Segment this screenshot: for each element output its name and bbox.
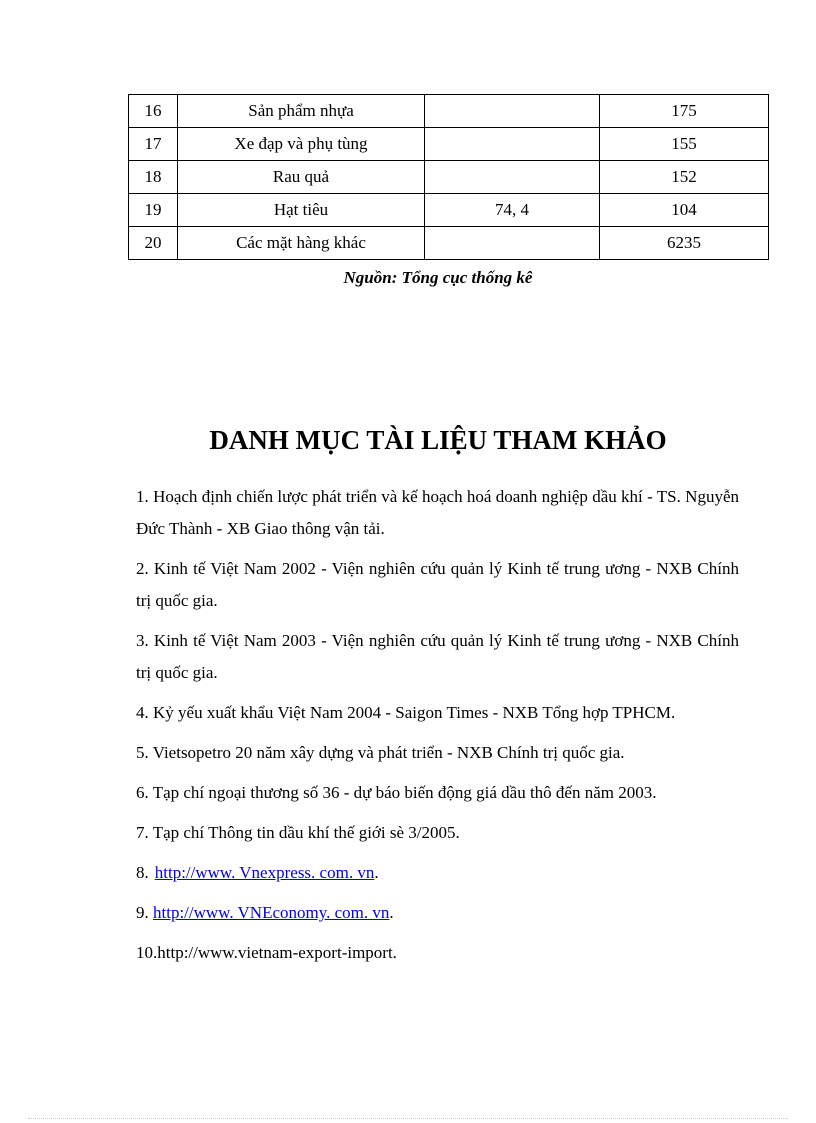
reference-number: 9. bbox=[136, 903, 149, 922]
row-value-1: 74, 4 bbox=[425, 194, 600, 227]
table-row bbox=[129, 194, 769, 227]
row-index: 16 bbox=[129, 95, 178, 128]
reference-suffix: . bbox=[389, 903, 394, 922]
reference-item: 6. Tạp chí ngoại thương số 36 - dự báo biến động giá dầu thô đến năm 2003. bbox=[136, 783, 657, 802]
vnexpress-link[interactable]: http://www. Vnexpress. com. vn bbox=[154, 863, 375, 882]
row-index: 19 bbox=[129, 194, 178, 227]
row-product: Xe đạp và phụ tùng bbox=[178, 128, 425, 161]
row-product: Các mặt hàng khác bbox=[178, 227, 425, 260]
reference-item: 4. Kỷ yếu xuất khẩu Việt Nam 2004 - Saigon Times - NXB Tổng hợp TPHCM. bbox=[136, 703, 676, 722]
statistics-table bbox=[128, 94, 769, 260]
table-row bbox=[129, 161, 769, 194]
row-product: Hạt tiêu bbox=[178, 194, 425, 227]
reference-suffix: . bbox=[374, 863, 379, 882]
table-row bbox=[129, 128, 769, 161]
row-value-2: 152 bbox=[600, 161, 769, 194]
row-value-1 bbox=[425, 128, 600, 161]
row-product: Sản phẩm nhựa bbox=[178, 95, 425, 128]
reference-item: 2. Kinh tế Việt Nam 2002 - Viện nghiên cứu quản lý Kinh tế trung ương - NXB Chính trị quốc gia. bbox=[136, 559, 739, 610]
row-value-1 bbox=[425, 95, 600, 128]
row-product: Rau quả bbox=[178, 161, 425, 194]
reference-item: 7. Tạp chí Thông tin dầu khí thế giới sè 3/2005. bbox=[136, 823, 460, 842]
reference-item-link bbox=[136, 857, 739, 889]
references-heading: DANH MỤC TÀI LIỆU THAM KHẢO bbox=[209, 425, 667, 455]
table-source-caption: Nguồn: Tổng cục thống kê bbox=[343, 268, 533, 287]
reference-number: 8. bbox=[136, 863, 149, 882]
reference-item-link bbox=[136, 897, 739, 929]
reference-item: 5. Vietsopetro 20 năm xây dựng và phát triển - NXB Chính trị quốc gia. bbox=[136, 743, 625, 762]
row-value-2: 6235 bbox=[600, 227, 769, 260]
row-index: 20 bbox=[129, 227, 178, 260]
vneconomy-link[interactable]: http://www. VNEconomy. com. vn bbox=[153, 903, 390, 922]
row-value-2: 175 bbox=[600, 95, 769, 128]
reference-item: 3. Kinh tế Việt Nam 2003 - Viện nghiên cứu quản lý Kinh tế trung ương - NXB Chính trị quốc gia. bbox=[136, 631, 739, 682]
references-list bbox=[136, 481, 739, 977]
page-bottom-rule bbox=[28, 1118, 788, 1119]
table-row bbox=[129, 227, 769, 260]
row-index: 18 bbox=[129, 161, 178, 194]
row-value-1 bbox=[425, 161, 600, 194]
row-value-1 bbox=[425, 227, 600, 260]
reference-item: 10.http://www.vietnam-export-import. bbox=[136, 943, 397, 962]
row-value-2: 104 bbox=[600, 194, 769, 227]
row-index: 17 bbox=[129, 128, 178, 161]
row-value-2: 155 bbox=[600, 128, 769, 161]
reference-item: 1. Hoạch định chiến lược phát triển và kế hoạch hoá doanh nghiệp dầu khí - TS. Nguyễn Đức Thành - XB Giao thông vận tải. bbox=[136, 487, 739, 538]
table-row bbox=[129, 95, 769, 128]
